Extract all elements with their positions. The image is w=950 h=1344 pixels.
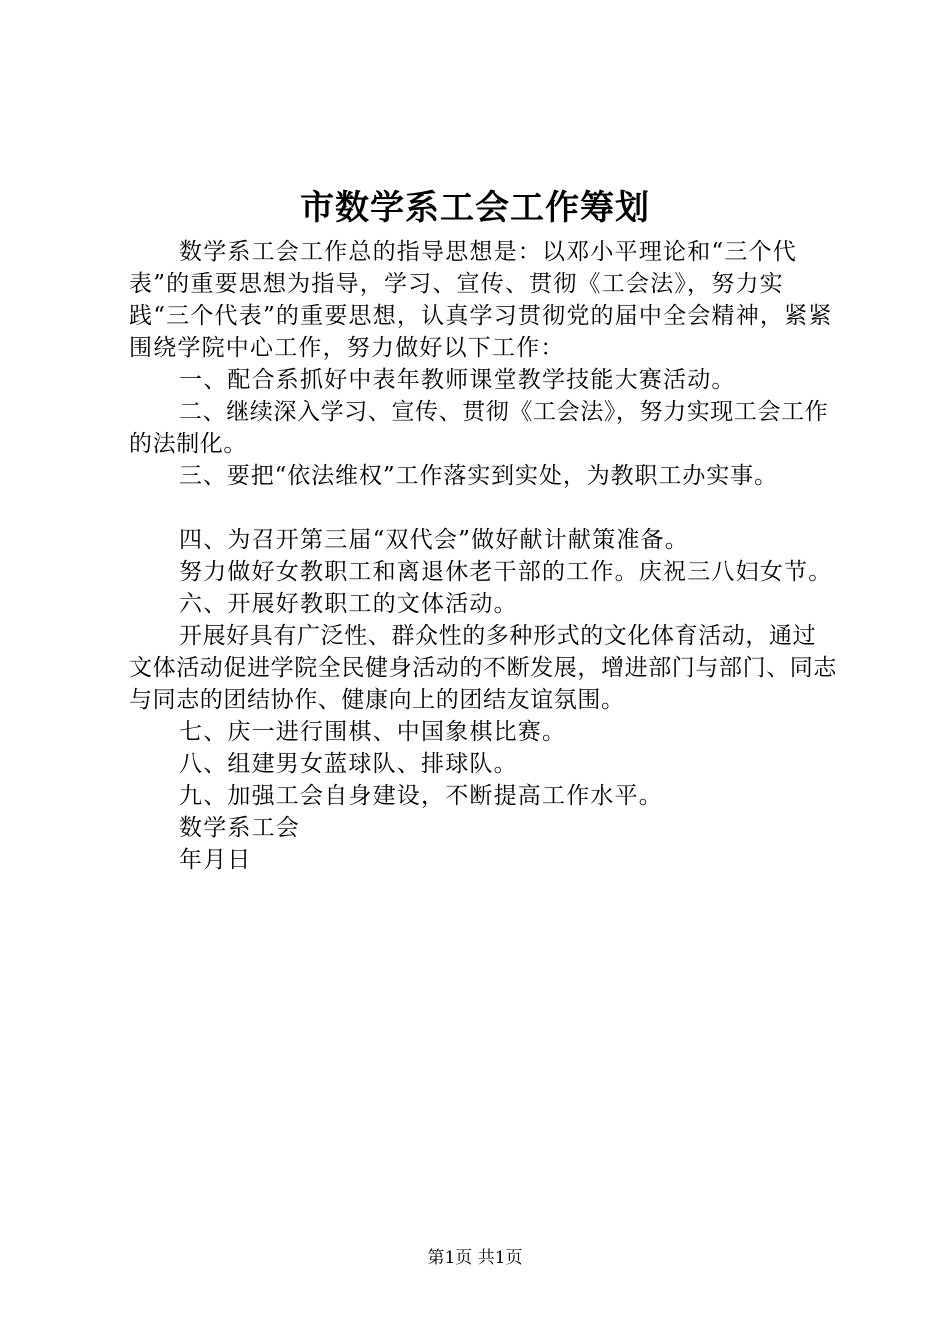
paragraph-item-1: 一、配合系抓好中表年教师课堂教学技能大赛活动。 <box>179 367 736 393</box>
paragraph-item-7: 七、庆一进行围棋、中国象棋比赛。 <box>179 719 567 745</box>
paragraph-item-6: 六、开展好教职工的文体活动。 <box>179 591 518 617</box>
paragraph-womens-day: 努力做好女教职工和离退休老干部的工作。庆祝三八妇女节。 <box>179 559 833 585</box>
paragraph-item-3: 三、要把“依法维权”工作落实到实处，为教职工办实事。 <box>179 463 778 489</box>
document-body <box>129 236 839 876</box>
signature-date: 年月日 <box>179 847 252 873</box>
paragraph-guiding-ideology: 数学系工会工作总的指导思想是：以邓小平理论和“三个代表”的重要思想为指导，学习、宣传、贯彻《工会法》，努力实践“三个代表”的重要思想，认真学习贯彻党的届中全会精神，紧紧围绕学院中心工作，努力做好以下工作： <box>129 239 833 361</box>
signature-organization: 数学系工会 <box>179 815 300 841</box>
paragraph-item-9: 九、加强工会自身建设，不断提高工作水平。 <box>179 783 663 809</box>
paragraph-item-4: 四、为召开第三届“双代会”做好献计献策准备。 <box>179 527 689 553</box>
page-footer: 第1页 共1页 <box>427 1248 523 1268</box>
blank-line <box>129 492 839 524</box>
paragraph-sports-activities: 开展好具有广泛性、群众性的多种形式的文化体育活动，通过文体活动促进学院全民健身活动的不断发展，增进部门与部门、同志与同志的团结协作、健康向上的团结友谊氛围。 <box>129 623 837 713</box>
paragraph-item-2: 二、继续深入学习、宣传、贯彻《工会法》，努力实现工会工作的法制化。 <box>129 399 829 457</box>
document-title: 市数学系工会工作筹划 <box>300 188 650 228</box>
paragraph-item-8: 八、组建男女蓝球队、排球队。 <box>179 751 518 777</box>
